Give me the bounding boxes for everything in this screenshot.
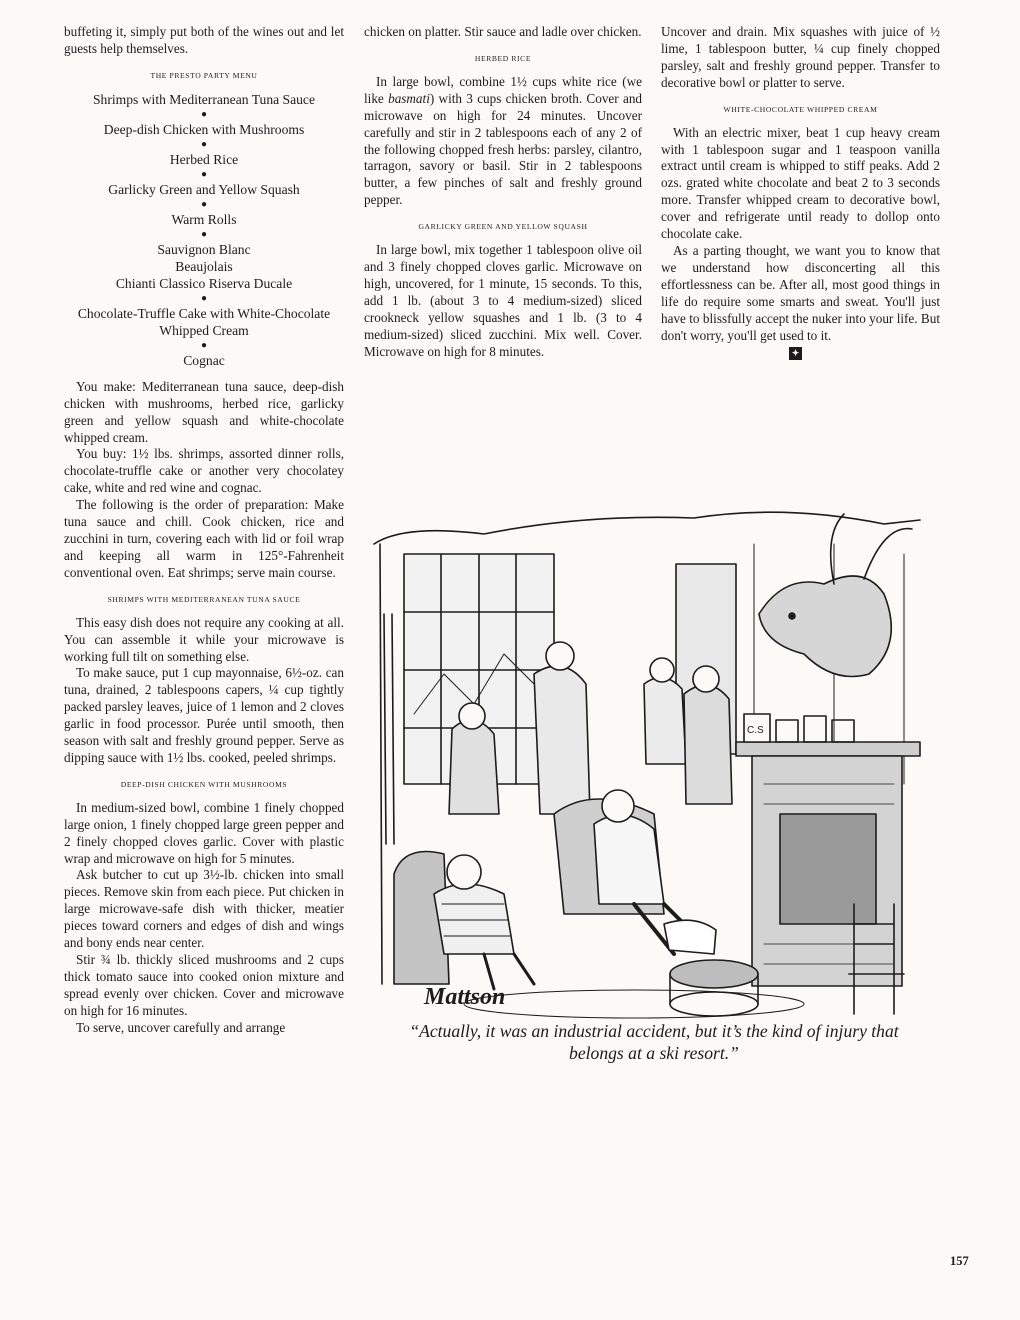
article-column-3 bbox=[661, 24, 940, 361]
menu-item: Garlicky Green and Yellow Squash bbox=[108, 181, 300, 197]
menu-item: Cognac bbox=[183, 352, 225, 368]
body-paragraph: In large bowl, mix together 1 tablespoon olive oil and 3 finely chopped cloves garlic. Microwave on high, uncovered, for 1 minute, 15 seconds. To this, add 1 lb. (about 3 to 4 medium-sized) sliced crookneck yellow squashes and 1 lb. (3 to 4 medium-sized) sliced zucchini. Mix well. Cover. Microwave on high for 8 minutes. bbox=[364, 242, 642, 359]
article-column-2 bbox=[364, 24, 642, 361]
body-paragraph: With an electric mixer, beat 1 cup heavy cream with 1 tablespoon sugar and 1 teaspoon vanilla extract until cream is whipped to stiff peaks. Add 2 ozs. grated white chocolate and beat 2 to 3 seconds more. Transfer whipped cream to decorative bowl, cover and refrigerate until ready to dollop onto chocolate cake. bbox=[661, 124, 940, 242]
bullet-icon: ● bbox=[200, 339, 208, 351]
body-paragraph: To make sauce, put 1 cup mayonnaise, 6½-oz. can tuna, drained, 2 tablespoons capers, ¼ cup tightly packed parsley leaves, juice of 1 lemon and 2 cloves garlic in food processor. Purée until smooth, then season with salt and freshly ground pepper. Serve as dipping sauce with 1½ lbs. cooked, peeled shrimps. bbox=[64, 665, 344, 765]
menu-item: Herbed Rice bbox=[169, 151, 239, 167]
menu-item: Chocolate-Truffle Cake with White-Chocolate Whipped Cream bbox=[77, 305, 331, 338]
bullet-icon: ● bbox=[200, 292, 208, 304]
recipe-heading-chicken: DEEP-DISH CHICKEN WITH MUSHROOMS bbox=[120, 779, 288, 789]
body-paragraph: This easy dish does not require any cooking at all. You can assemble it while your microwave is working full tilt on something else. bbox=[64, 614, 344, 664]
page-number: 157 bbox=[950, 1254, 969, 1268]
recipe-heading-squash: GARLICKY GREEN AND YELLOW SQUASH bbox=[418, 222, 588, 232]
bullet-icon: ● bbox=[200, 198, 208, 210]
recipe-heading-rice: HERBED RICE bbox=[474, 53, 532, 63]
menu-item-wines: Sauvignon Blanc Beaujolais Chianti Classico Riserva Ducale bbox=[115, 241, 293, 291]
rice-text-emphasis: basmati bbox=[388, 90, 430, 106]
menu-item: Deep-dish Chicken with Mushrooms bbox=[103, 121, 305, 137]
menu-item: Shrimps with Mediterranean Tuna Sauce bbox=[93, 91, 315, 107]
you-buy-text: You buy: 1½ lbs. shrimps, assorted dinner rolls, chocolate-truffle cake or another very chocolatey cake, white and red wine and cognac. bbox=[64, 446, 344, 496]
recipe-heading-shrimps: SHRIMPS WITH MEDITERRANEAN TUNA SAUCE bbox=[107, 594, 301, 604]
closing-paragraph: As a parting thought, we want you to know that we understand how disconcerting all this effortlessness can be. After all, most good things in life do require some smarts and sweat. You'll just have to blissfully accept the nuker into your life. But don't worry, you'll get used to it. bbox=[661, 242, 940, 343]
continued-text: chicken on platter. Stir sauce and ladle over chicken. bbox=[364, 24, 642, 39]
artist-signature: Mattson bbox=[424, 984, 506, 1010]
menu-heading: THE PRESTO PARTY MENU bbox=[150, 70, 258, 80]
canister-label: C.S bbox=[747, 725, 764, 736]
bullet-icon: ● bbox=[200, 108, 208, 120]
party-menu bbox=[64, 91, 344, 369]
body-paragraph bbox=[364, 74, 642, 209]
bullet-icon: ● bbox=[200, 228, 208, 240]
bullet-icon: ● bbox=[200, 138, 208, 150]
rice-text-a: In large bowl, combine 1½ cups white rice (we like bbox=[364, 73, 642, 106]
order-text: The following is the order of preparation: Make tuna sauce and chill. Cook chicken, rice and zucchini in turn, covering each with lid or foil wrap and keeping all warm in 125°-Fahrenheit conventional oven. Eat shrimps; serve main course. bbox=[64, 497, 344, 580]
recipe-heading-cream: WHITE-CHOCOLATE WHIPPED CREAM bbox=[723, 104, 878, 114]
cartoon-caption: “Actually, it was an industrial accident, but it’s the kind of injury that belongs at a ski resort.” bbox=[409, 1021, 899, 1063]
body-paragraph: To serve, uncover carefully and arrange bbox=[76, 1019, 286, 1035]
body-paragraph: Stir ¾ lb. thickly sliced mushrooms and 2 cups thick tomato sauce into cooked onion mixture and spread evenly over chicken. Cover and microwave on high for 16 minutes. bbox=[64, 952, 344, 1018]
cartoon-illustration bbox=[364, 484, 940, 1020]
rabbit-head-end-mark-icon: ✦ bbox=[789, 347, 802, 360]
body-paragraph: In medium-sized bowl, combine 1 finely chopped large onion, 1 finely chopped large green pepper and 2 finely chopped cloves garlic. Cover with plastic wrap and microwave on high for 5 minutes. bbox=[64, 799, 344, 866]
menu-item: Warm Rolls bbox=[171, 211, 237, 227]
article-column-1 bbox=[64, 24, 344, 1037]
you-make-text: You make: Mediterranean tuna sauce, deep-dish chicken with mushrooms, herbed rice, garlicky green and yellow squash and white-chocolate whipped cream. bbox=[64, 378, 344, 445]
bullet-icon: ● bbox=[200, 168, 208, 180]
rice-text-b: ) with 3 cups chicken broth. Cover and microwave on high for 24 minutes. Uncover carefully and stir in 2 tablespoons each of any 2 of the following chopped fresh herbs: parsley, cilantro, tarragon, savory or basil. Stir in 2 tablespoons butter, a few pinches of salt and freshly ground pepper. bbox=[364, 90, 643, 208]
continued-text: Uncover and drain. Mix squashes with juice of ½ lime, 1 tablespoon butter, ¼ cup finely chopped parsley, salt and freshly ground pepper. Transfer to decorative bowl or platter to serve. bbox=[661, 24, 940, 90]
body-paragraph: Ask butcher to cut up 3½-lb. chicken into small pieces. Remove skin from each piece. Put chicken in large microwave-safe dish with thicker, meatier pieces toward corners and edges of dish and wings and bony ends near center. bbox=[64, 867, 344, 951]
intro-text: buffeting it, simply put both of the wines out and let guests help themselves. bbox=[64, 24, 344, 56]
